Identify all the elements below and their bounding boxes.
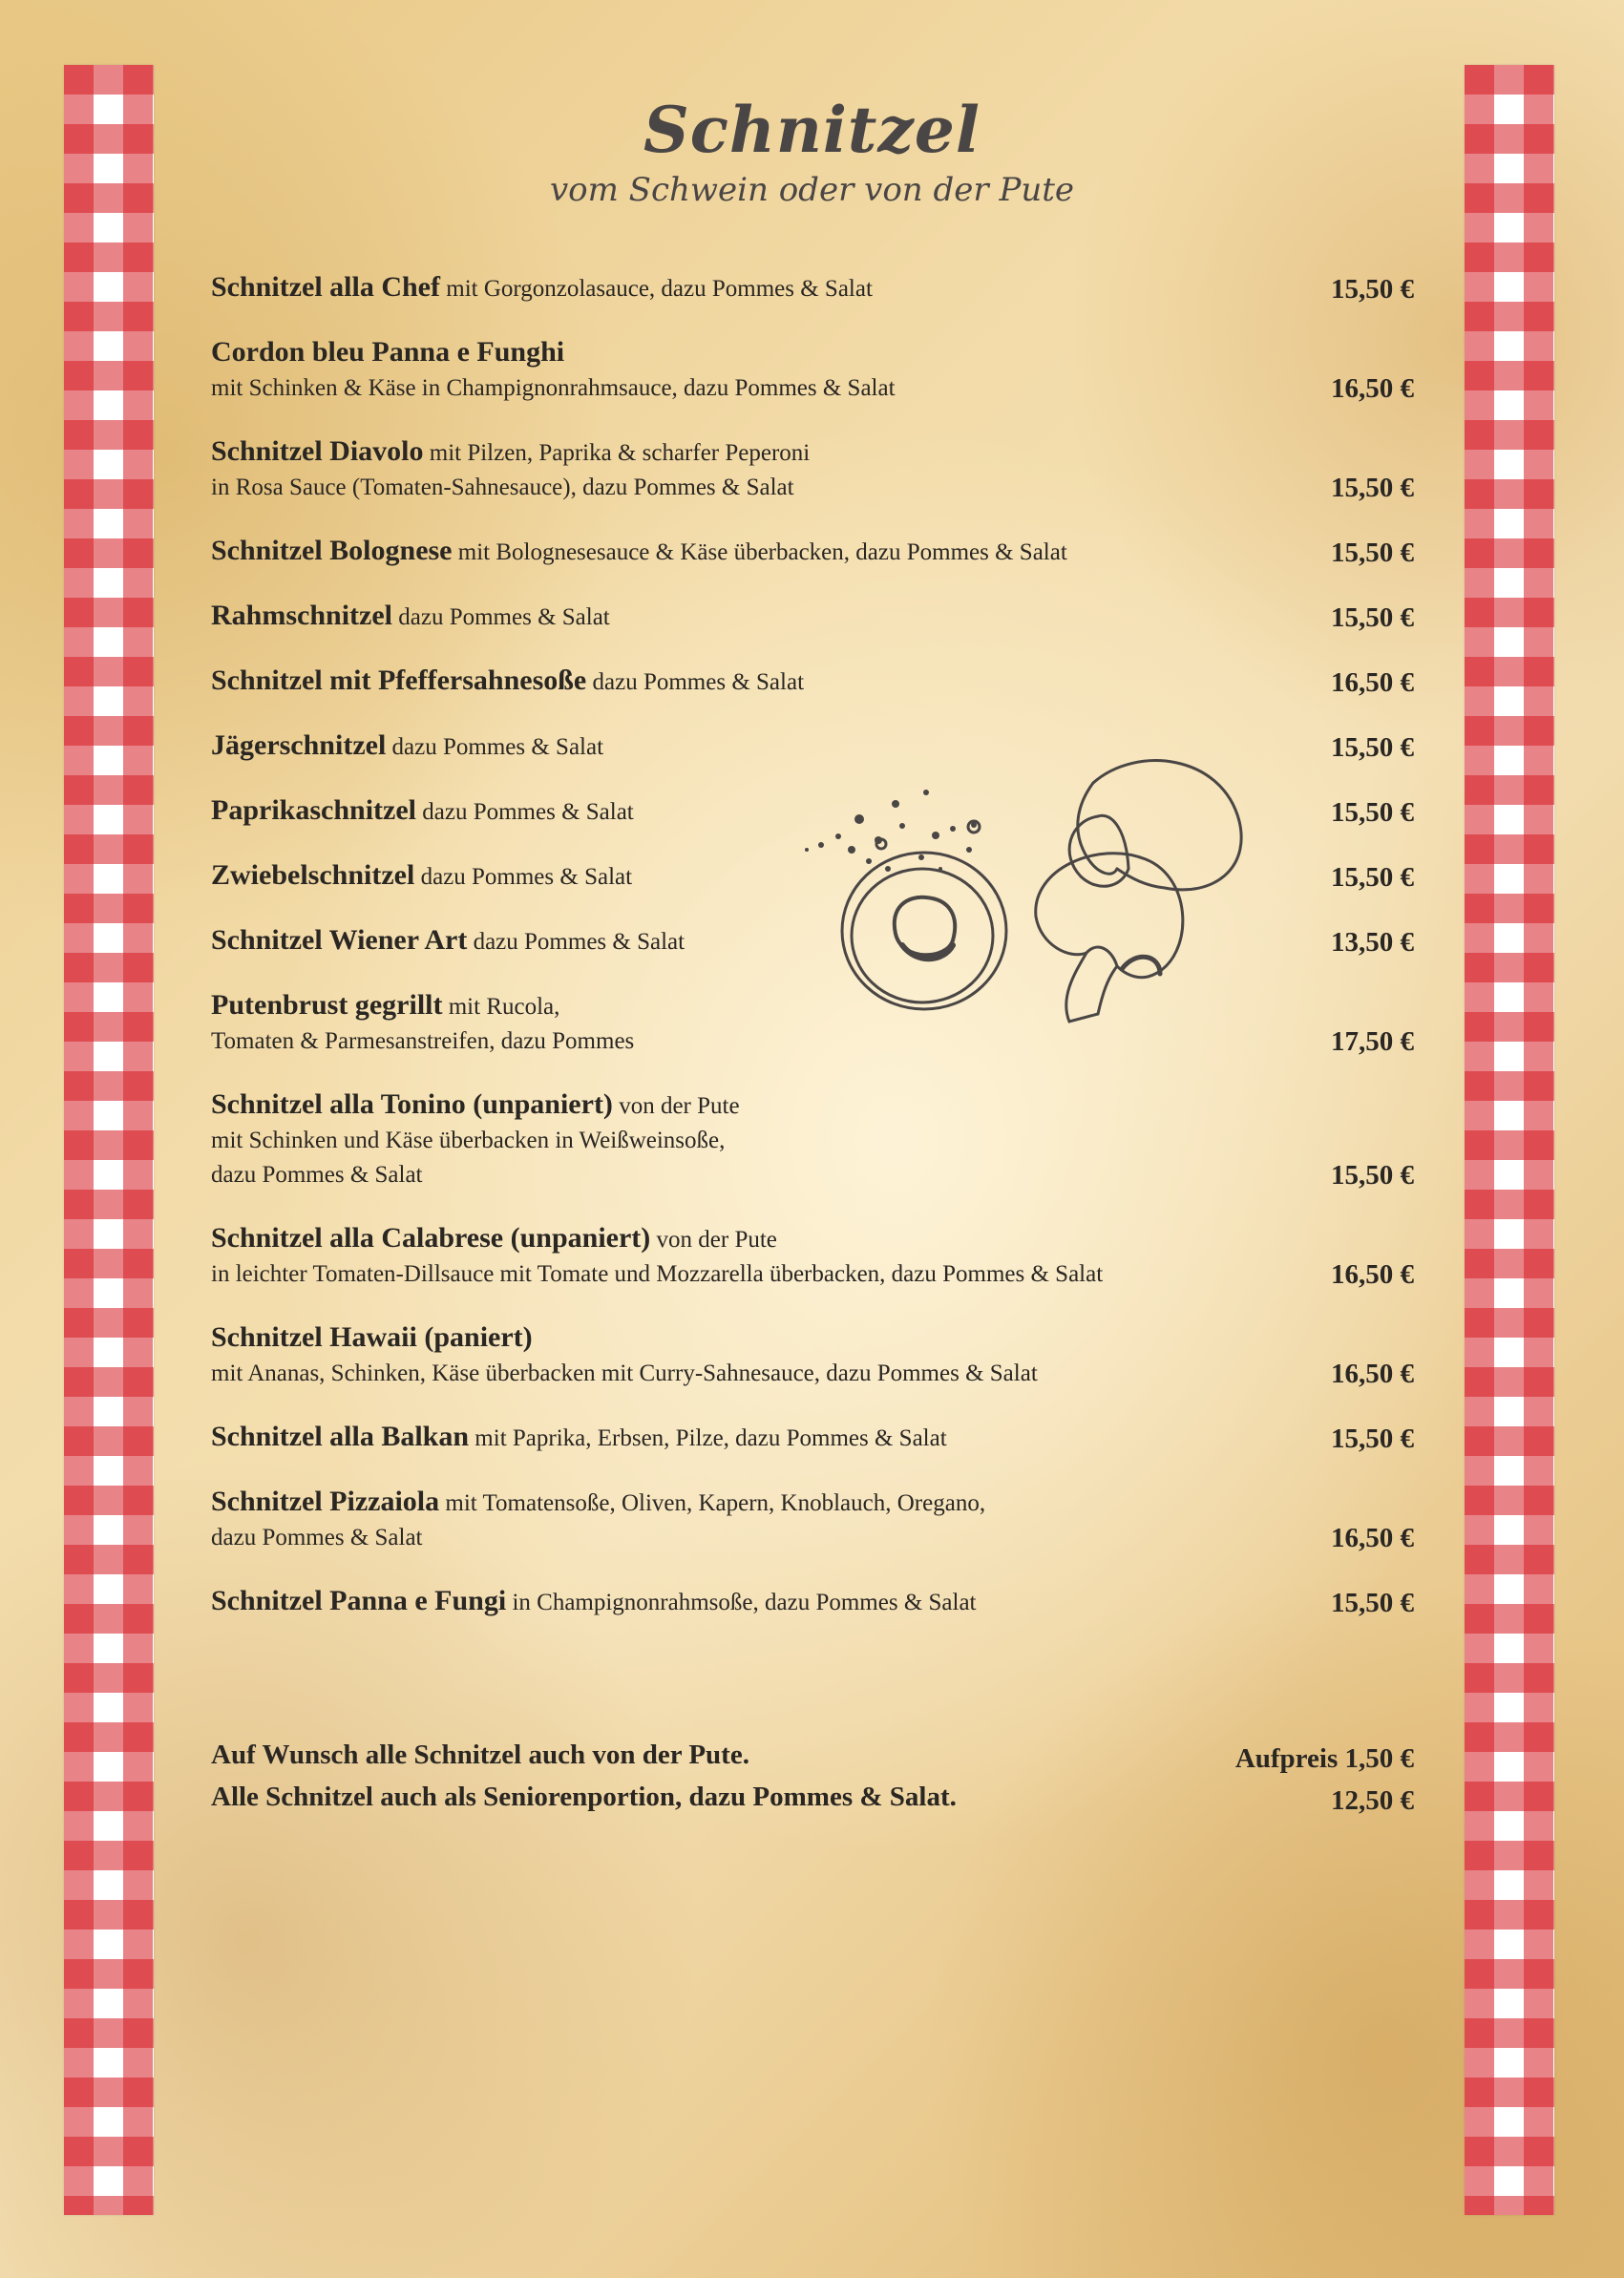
item-description: Tomaten & Parmesanstreifen, dazu Pommes bbox=[211, 1028, 635, 1054]
item-description: dazu Pommes & Salat bbox=[211, 1525, 423, 1550]
item-price: 15,50 € bbox=[1331, 1424, 1414, 1454]
checkered-border-right bbox=[1465, 65, 1554, 2215]
item-description: in leichter Tomaten-Dillsauce mit Tomate und Mozzarella überbacken, dazu Pommes & Salat bbox=[211, 1261, 1104, 1287]
item-name: Schnitzel alla Balkan bbox=[211, 1421, 470, 1452]
item-price: 15,50 € bbox=[1331, 862, 1414, 893]
item-description: dazu Pommes & Salat bbox=[386, 734, 604, 760]
item-name: Paprikaschnitzel bbox=[211, 794, 416, 826]
item-price: 15,50 € bbox=[1331, 473, 1414, 503]
item-price: 15,50 € bbox=[1331, 1160, 1414, 1191]
checkered-border-left bbox=[64, 65, 154, 2215]
item-price: 16,50 € bbox=[1331, 1359, 1414, 1389]
item-price: 16,50 € bbox=[1331, 1259, 1414, 1290]
item-description: dazu Pommes & Salat bbox=[586, 669, 805, 695]
page-title: Schnitzel bbox=[643, 93, 981, 167]
menu-notes bbox=[211, 1734, 1414, 1818]
item-description: mit Schinken & Käse in Champignonrahmsauce, dazu Pommes & Salat bbox=[211, 375, 896, 401]
item-description: dazu Pommes & Salat bbox=[467, 929, 685, 955]
item-description: in Champignonrahmsoße, dazu Pommes & Salat bbox=[506, 1590, 977, 1615]
item-description: mit Tomatensoße, Oliven, Kapern, Knoblauch, Oregano, bbox=[439, 1490, 986, 1516]
item-description: mit Bolognesesauce & Käse überbacken, dazu Pommes & Salat bbox=[452, 539, 1067, 565]
mushroom-illustration-icon bbox=[783, 745, 1251, 1088]
note-senior-portion bbox=[211, 1776, 1414, 1818]
item-name: Zwiebelschnitzel bbox=[211, 859, 415, 891]
note-text: Alle Schnitzel auch als Seniorenportion, dazu Pommes & Salat. bbox=[211, 1782, 957, 1812]
item-price: 15,50 € bbox=[1331, 274, 1414, 305]
item-name: Rahmschnitzel bbox=[211, 600, 392, 631]
menu-item bbox=[211, 1485, 1414, 1555]
item-price: 15,50 € bbox=[1331, 538, 1414, 568]
item-description: mit Paprika, Erbsen, Pilze, dazu Pommes & Salat bbox=[469, 1425, 947, 1451]
item-name: Schnitzel Panna e Fungi bbox=[211, 1585, 507, 1616]
item-description: mit Pilzen, Paprika & scharfer Peperoni bbox=[423, 440, 811, 466]
item-price: 16,50 € bbox=[1331, 373, 1414, 404]
menu-item bbox=[211, 1584, 1414, 1620]
note-turkey-option bbox=[211, 1734, 1414, 1776]
item-name: Schnitzel alla Calabrese (unpaniert) bbox=[211, 1222, 651, 1254]
item-name: Jägerschnitzel bbox=[211, 729, 387, 761]
item-price: 17,50 € bbox=[1331, 1026, 1414, 1057]
item-description: in Rosa Sauce (Tomaten-Sahnesauce), dazu Pommes & Salat bbox=[211, 475, 794, 500]
item-description: dazu Pommes & Salat bbox=[392, 604, 610, 630]
item-description: dazu Pommes & Salat bbox=[414, 864, 633, 890]
page-subtitle: vom Schwein oder von der Pute bbox=[549, 170, 1075, 209]
item-name: Schnitzel alla Chef bbox=[211, 271, 440, 303]
menu-item bbox=[211, 1420, 1414, 1456]
item-name: Schnitzel Bolognese bbox=[211, 535, 453, 566]
item-price: 15,50 € bbox=[1331, 732, 1414, 763]
menu-item bbox=[211, 335, 1414, 406]
menu-item bbox=[211, 1221, 1414, 1292]
item-price: 15,50 € bbox=[1331, 797, 1414, 828]
menu-item bbox=[211, 434, 1414, 505]
item-name: Schnitzel Diavolo bbox=[211, 435, 424, 467]
note-price: Aufpreis 1,50 € bbox=[1234, 1743, 1414, 1774]
item-name: Cordon bleu Panna e Funghi bbox=[211, 336, 565, 368]
item-name: Schnitzel Pizzaiola bbox=[211, 1486, 440, 1517]
item-description: mit Ananas, Schinken, Käse überbacken mit Curry-Sahnesauce, dazu Pommes & Salat bbox=[211, 1360, 1038, 1386]
item-name: Schnitzel mit Pfeffersahnesoße bbox=[211, 664, 587, 696]
item-description: mit Rucola, bbox=[442, 994, 560, 1020]
item-description: dazu Pommes & Salat bbox=[416, 799, 634, 825]
note-text: Auf Wunsch alle Schnitzel auch von der Pute. bbox=[211, 1740, 749, 1770]
item-price: 15,50 € bbox=[1331, 602, 1414, 633]
item-price: 16,50 € bbox=[1331, 667, 1414, 698]
item-name: Schnitzel Hawaii (paniert) bbox=[211, 1321, 533, 1353]
item-description: mit Schinken und Käse überbacken in Weißweinsoße, bbox=[211, 1128, 726, 1153]
item-price: 15,50 € bbox=[1331, 1588, 1414, 1618]
item-description: dazu Pommes & Salat bbox=[211, 1162, 423, 1188]
item-price: 13,50 € bbox=[1331, 927, 1414, 958]
menu-item bbox=[211, 599, 1414, 635]
menu-item bbox=[211, 270, 1414, 306]
item-price: 16,50 € bbox=[1331, 1523, 1414, 1553]
item-description: von der Pute bbox=[612, 1093, 740, 1119]
item-description: von der Pute bbox=[650, 1227, 777, 1253]
menu-item bbox=[211, 534, 1414, 570]
menu-item bbox=[211, 664, 1414, 700]
note-price: 12,50 € bbox=[1331, 1785, 1414, 1816]
menu-header bbox=[0, 95, 1624, 209]
item-name: Putenbrust gegrillt bbox=[211, 989, 443, 1021]
item-name: Schnitzel Wiener Art bbox=[211, 924, 468, 956]
item-name: Schnitzel alla Tonino (unpaniert) bbox=[211, 1088, 613, 1120]
menu-item bbox=[211, 1087, 1414, 1192]
item-description: mit Gorgonzolasauce, dazu Pommes & Salat bbox=[440, 276, 873, 302]
menu-item bbox=[211, 1320, 1414, 1391]
